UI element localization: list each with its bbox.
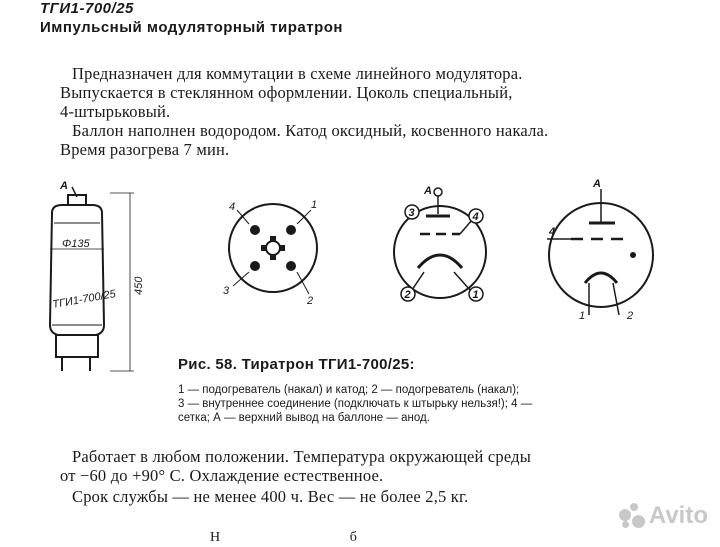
operation-line-3: Срок службы — не менее 400 ч. Вес — не более 2,5 кг. — [72, 487, 469, 506]
schematic-anode-label: А — [424, 185, 432, 197]
caption-line-3: сетка; А — верхний вывод на баллоне — анод. — [178, 412, 430, 424]
pin-3-label: 3 — [223, 285, 230, 297]
pin-1-label: 1 — [311, 199, 318, 211]
bulb-marking-label: ТГИ1-700/25 — [51, 288, 117, 312]
schematic-pin-2-label: 2 — [404, 289, 411, 301]
figure-caption — [178, 383, 678, 425]
figure-caption-title: Рис. 58. Тиратрон ТГИ1-700/25: — [178, 356, 415, 373]
cut-off-next-line: Н б — [210, 530, 358, 545]
schematic-pin-3-label: 3 — [408, 207, 415, 219]
operation-line-1: Работает в любом положении. Температура окружающей среды — [72, 447, 532, 466]
symbol-pin-4-label: 4 — [549, 226, 556, 238]
description-line-4: Баллон наполнен водородом. Катод оксидный, косвенного накала. — [72, 121, 549, 140]
base-pinout-diagram — [215, 190, 335, 310]
caption-line-2: 3 — внутреннее соединение (подключать к штырьку нельзя!); 4 — — [178, 398, 533, 410]
symbol-anode-label: А — [593, 178, 601, 190]
description-line-2: Выпускается в стеклянном оформлении. Цоколь специальный, — [60, 83, 513, 102]
diameter-label: Φ135 — [62, 238, 90, 250]
anode-top-label: А — [60, 180, 68, 192]
symbol-pin-1-label: 1 — [579, 310, 586, 322]
avito-watermark — [619, 502, 708, 530]
tube-model-heading: ТГИ1-700/25 — [40, 0, 134, 17]
pin-2-label: 2 — [307, 295, 314, 307]
caption-line-1: 1 — подогреватель (накал) и катод; 2 — подогреватель (накал); — [178, 384, 520, 396]
operation-line-2: от −60 до +90° С. Охлаждение естественное. — [60, 466, 384, 485]
description-line-3: 4-штырьковый. — [60, 102, 171, 121]
schematic-pin-4-label: 4 — [472, 211, 479, 223]
avito-logo-icon — [619, 503, 645, 529]
tube-outline-drawing — [30, 175, 160, 375]
tube-schematic-symbol — [535, 175, 665, 325]
description-line-1: Предназначен для коммутации в схеме линейного модулятора. — [72, 64, 523, 83]
tube-schematic-pins — [390, 180, 500, 310]
avito-watermark-text: Avito — [648, 502, 708, 529]
symbol-pin-2-label: 2 — [627, 310, 634, 322]
tube-type-heading: Импульсный модуляторный тиратрон — [40, 19, 343, 36]
height-dimension-label: 450 — [133, 276, 145, 295]
pin-4-label: 4 — [229, 201, 236, 213]
description-line-5: Время разогрева 7 мин. — [60, 140, 230, 159]
schematic-pin-1-label: 1 — [472, 289, 479, 301]
